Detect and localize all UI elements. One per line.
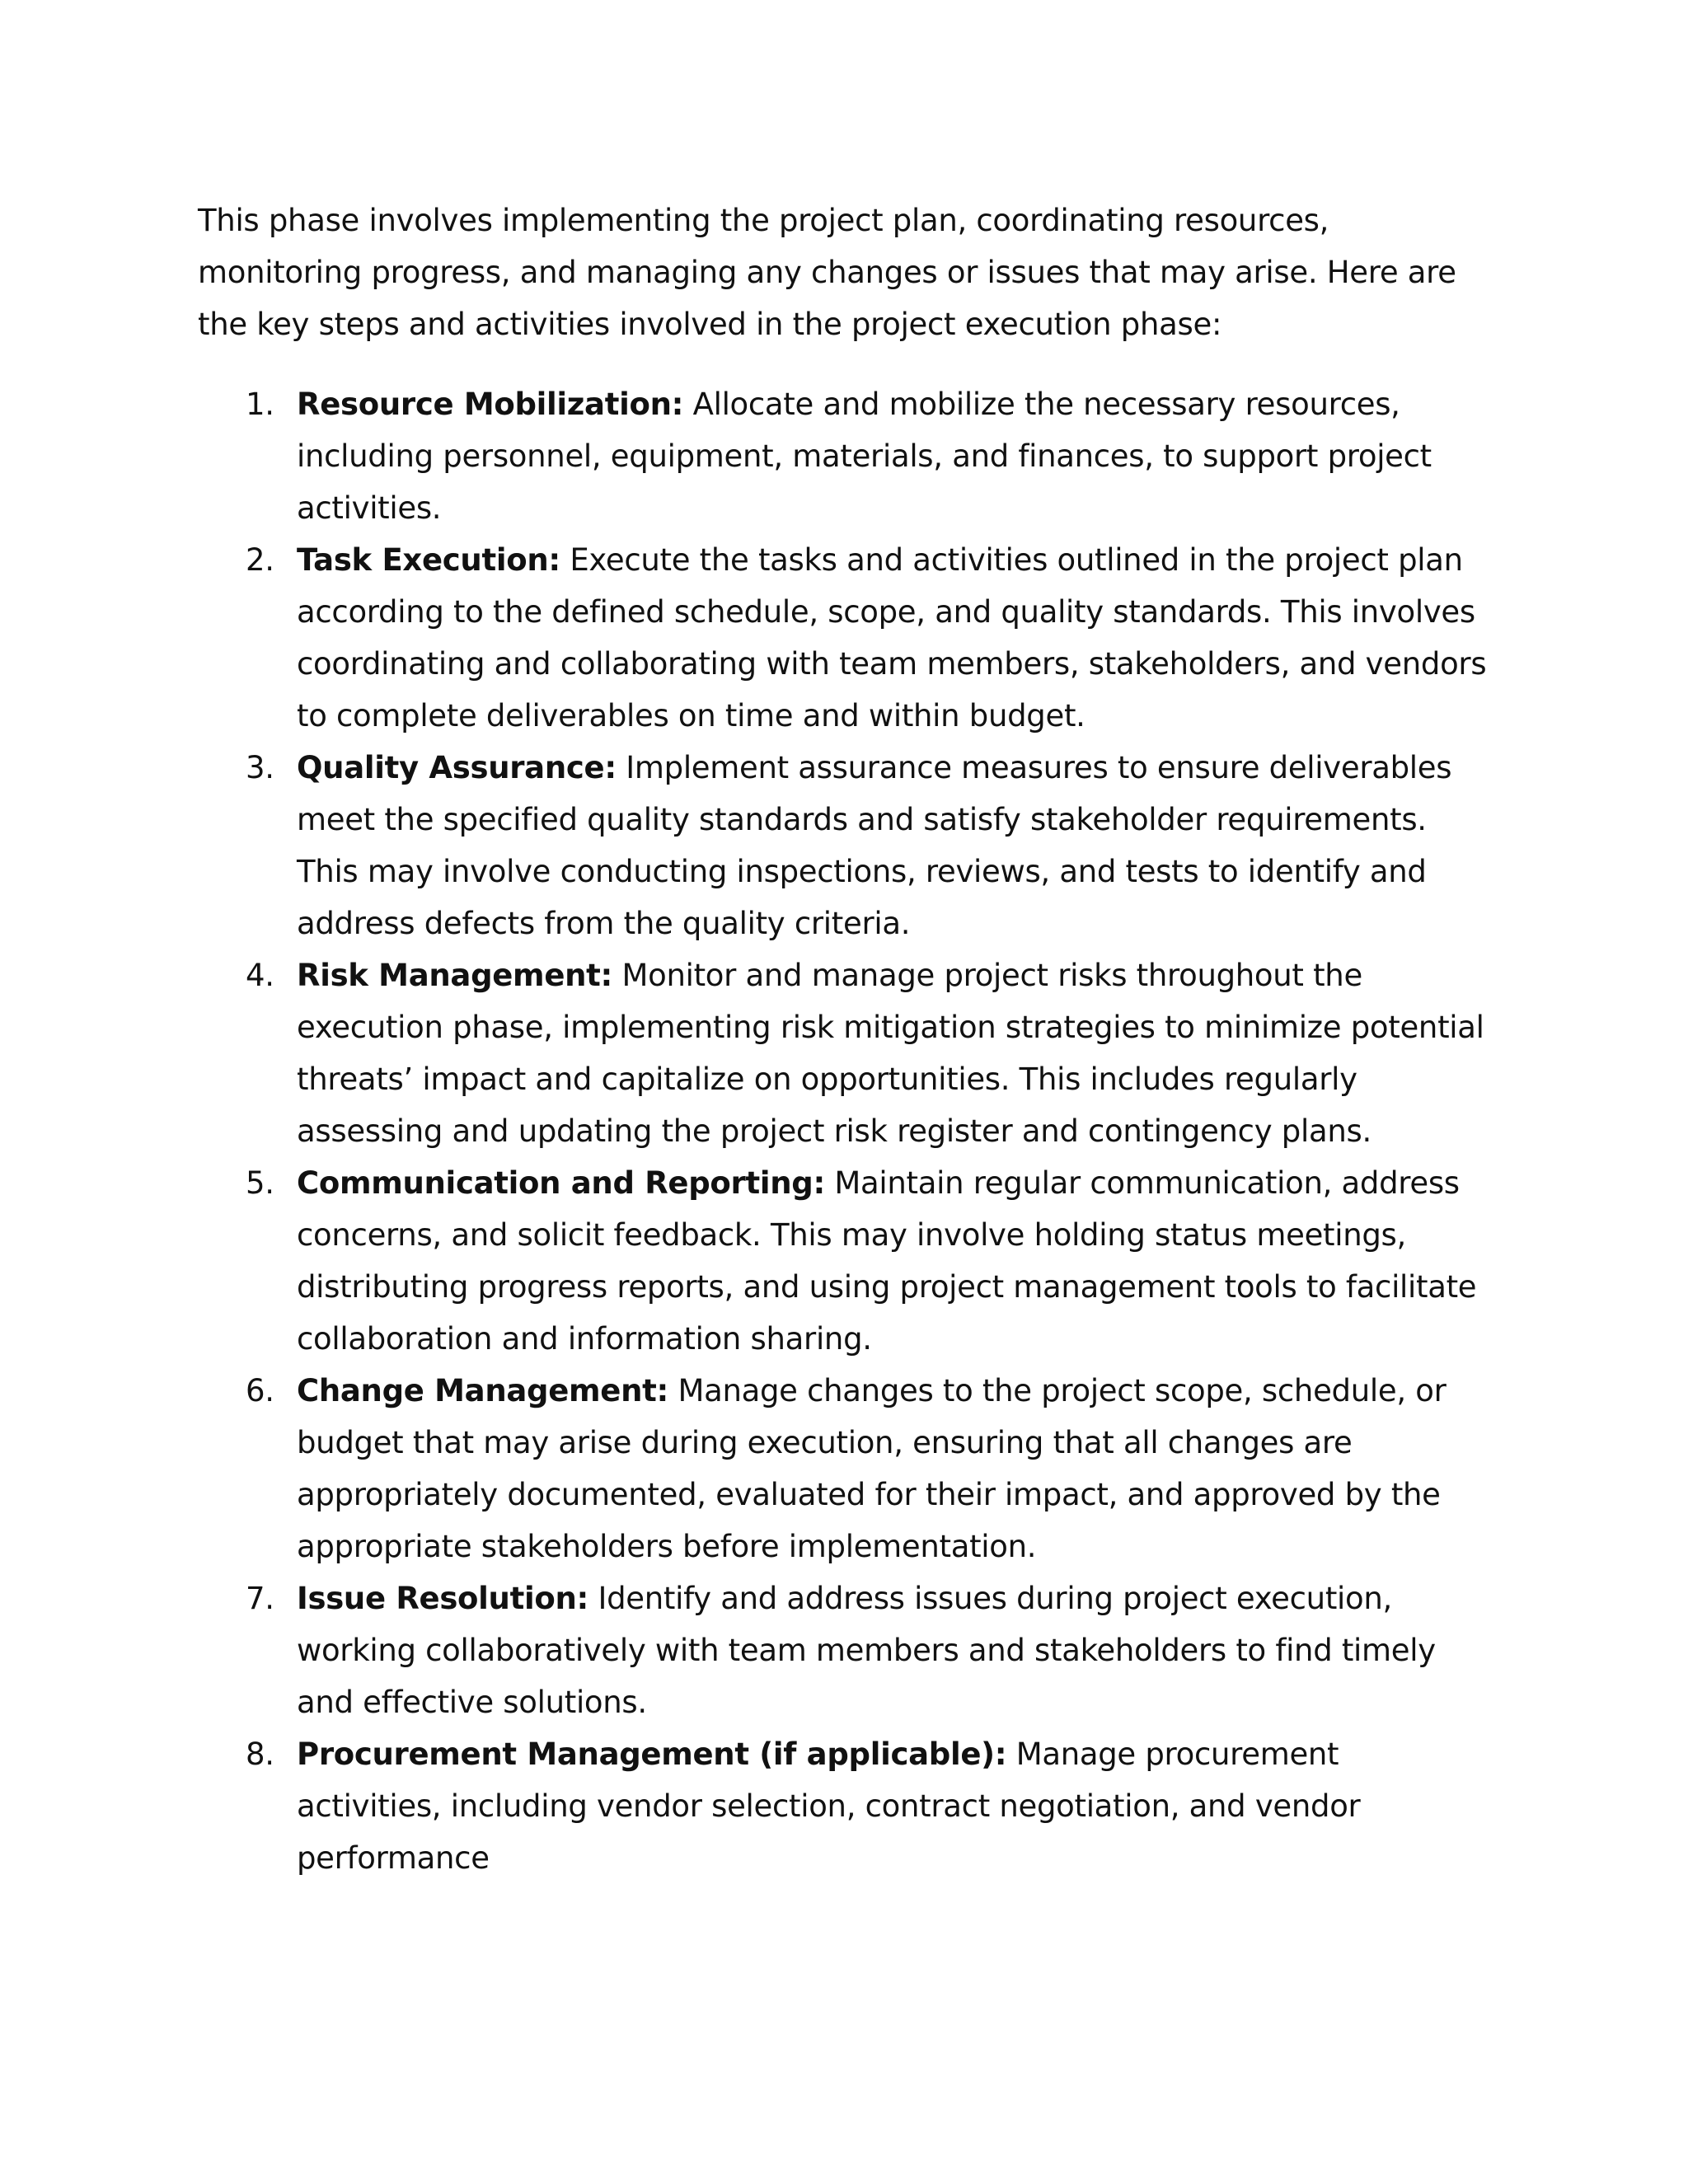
list-item <box>198 1572 1490 1728</box>
list-item <box>198 378 1490 534</box>
step-title: Change Management: <box>297 1373 669 1408</box>
step-text: Maintain regular communication, address concerns, and solicit feedback. This may involve holding status meetings, distributing progress reports, and using project management tools to facilitate collaboration and information sharing. <box>297 1165 1477 1357</box>
step-text: Manage changes to the project scope, schedule, or budget that may arise during execution, ensuring that all changes are appropriately documented, evaluated for their impact, and approved by the appropriate stakeholders before implementation. <box>297 1373 1447 1564</box>
step-number: 7. <box>246 1581 274 1616</box>
step-text: Manage procurement activities, including vendor selection, contract negotiation, and vendor performance <box>297 1736 1361 1876</box>
step-text: Allocate and mobilize the necessary resources, including personnel, equipment, materials, and finances, to support project activities. <box>297 387 1432 526</box>
step-number: 1. <box>246 387 274 422</box>
step-number: 5. <box>246 1165 274 1201</box>
step-text: Implement assurance measures to ensure deliverables meet the specified quality standards and satisfy stakeholder requirements. This may involve conducting inspections, reviews, and tests to identify and address defects from the quality criteria. <box>297 750 1452 941</box>
step-number: 2. <box>246 542 274 578</box>
list-item <box>198 1157 1490 1365</box>
step-title: Risk Management: <box>297 958 613 993</box>
list-item <box>198 949 1490 1157</box>
step-number: 6. <box>246 1373 274 1408</box>
step-title: Task Execution: <box>297 542 560 578</box>
step-number: 3. <box>246 750 274 785</box>
step-title: Communication and Reporting: <box>297 1165 825 1201</box>
step-text: Execute the tasks and activities outlined in the project plan according to the defined schedule, scope, and quality standards. This involves coordinating and collaborating with team members, stakeholders, and vendors to complete deliverables on time and within budget. <box>297 542 1487 733</box>
list-item <box>198 1728 1490 1884</box>
step-text: Identify and address issues during project execution, working collaboratively with team members and stakeholders to find timely and effective solutions. <box>297 1581 1436 1720</box>
document-page <box>198 194 1490 1884</box>
step-title: Procurement Management (if applicable): <box>297 1736 1007 1772</box>
list-item <box>198 1365 1490 1572</box>
step-text: Monitor and manage project risks throughout the execution phase, implementing risk mitigation strategies to minimize potential threats’ impact and capitalize on opportunities. This includes regularly assessing and updating the project risk register and contingency plans. <box>297 958 1484 1149</box>
intro-paragraph: This phase involves implementing the project plan, coordinating resources, monitoring progress, and managing any changes or issues that may arise. Here are the key steps and activities involved in the project execution phase: <box>198 203 1456 342</box>
step-title: Resource Mobilization: <box>297 387 684 422</box>
step-number: 4. <box>246 958 274 993</box>
execution-steps-list <box>198 378 1490 1884</box>
step-number: 8. <box>246 1736 274 1772</box>
step-title: Quality Assurance: <box>297 750 617 785</box>
list-item <box>198 742 1490 949</box>
list-item <box>198 534 1490 742</box>
step-title: Issue Resolution: <box>297 1581 589 1616</box>
